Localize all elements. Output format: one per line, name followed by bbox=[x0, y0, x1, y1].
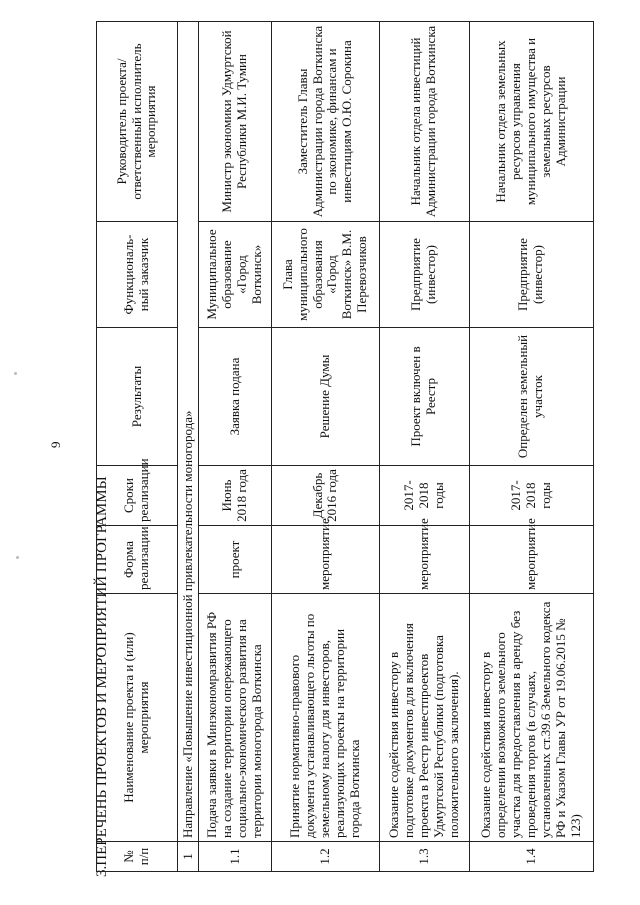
header-terms: Сроки реализации bbox=[97, 466, 178, 526]
projects-table bbox=[96, 21, 594, 872]
table-row bbox=[469, 22, 593, 872]
section-title: 3.ПЕРЕЧЕНЬ ПРОЕКТОВ И МЕРОПРИЯТИЙ ПРОГРАММЫ bbox=[94, 476, 110, 877]
row-num: 1.4 bbox=[469, 842, 593, 872]
row-customer: Муниципальное образование «Город Воткинск» bbox=[199, 222, 272, 328]
row-customer: Глава муниципального образования «Город Воткинск» В.М. Перевозчиков bbox=[272, 222, 379, 328]
row-terms: Июнь 2018 года bbox=[199, 466, 272, 526]
row-customer: Предприятие (инвестор) bbox=[379, 222, 469, 328]
row-num: 1.1 bbox=[199, 842, 272, 872]
row-results: Решение Думы bbox=[272, 328, 379, 466]
row-customer: Предприятие (инвестор) bbox=[469, 222, 593, 328]
row-terms: 2017-2018 годы bbox=[379, 466, 469, 526]
table-row bbox=[199, 22, 272, 872]
scan-speck bbox=[16, 556, 19, 559]
row-head: Начальник отдела инвестиций Администрации города Воткинска bbox=[379, 22, 469, 222]
header-head: Руководитель проекта/ ответственный исполнитель мероприятия bbox=[97, 22, 178, 222]
direction-text: Направление «Повышение инвестиционной привлекательности моногорода» bbox=[178, 22, 199, 842]
row-head: Министр экономики Удмуртской Республики М.И. Тумин bbox=[199, 22, 272, 222]
direction-row bbox=[178, 22, 199, 872]
header-customer: Функциональ-ный заказчик bbox=[97, 222, 178, 328]
row-name: Подача заявки в Минэкономразвития РФ на создание территории опережающего социально-экономического развития на территории моногорода Воткинска bbox=[199, 594, 272, 842]
row-num: 1.3 bbox=[379, 842, 469, 872]
row-num: 1.2 bbox=[272, 842, 379, 872]
row-form: проект bbox=[199, 526, 272, 594]
page-number: 9 bbox=[48, 441, 63, 448]
header-form: Форма реализации bbox=[97, 526, 178, 594]
header-name: Наименование проекта и (или) мероприятия bbox=[97, 594, 178, 842]
scan-speck bbox=[14, 372, 17, 375]
row-name: Оказание содействия инвестору в определении возможного земельного участка для предоставления в аренду без проведения торгов (в случаях, установленных ст.39.6 Земельного кодекса РФ и Указом Главы УР от 19.06.2015 № 123) bbox=[469, 594, 593, 842]
row-name: Оказание содействия инвестору в подготовке документов для включения проекта в Реестр инвестпроектов Удмуртской Республики (подготовка положительного заключения). bbox=[379, 594, 469, 842]
row-results: Заявка подана bbox=[199, 328, 272, 466]
table-header-row bbox=[97, 22, 178, 872]
row-results: Проект включен в Реестр bbox=[379, 328, 469, 466]
direction-num: 1 bbox=[178, 842, 199, 872]
row-head: Начальник отдела земельных ресурсов управления муниципального имущества и земельных ресурсов Администрации bbox=[469, 22, 593, 222]
rotated-table-container bbox=[96, 22, 594, 872]
header-results: Результаты bbox=[97, 328, 178, 466]
row-terms: Декабрь 2016 года bbox=[272, 466, 379, 526]
row-form: мероприятие bbox=[272, 526, 379, 594]
row-results: Определен земельный участок bbox=[469, 328, 593, 466]
row-terms: 2017-2018 годы bbox=[469, 466, 593, 526]
table-row bbox=[272, 22, 379, 872]
table-row bbox=[379, 22, 469, 872]
row-head: Заместитель Главы Администрации города Воткинска по экономике, финансам и инвестициям О.Ю. Сорокина bbox=[272, 22, 379, 222]
row-form: мероприятие bbox=[379, 526, 469, 594]
row-name: Принятие нормативно-правового документа устанавливающего льготы по земельному налогу для инвесторов, реализующих проекты на территории города Воткинска bbox=[272, 594, 379, 842]
header-num: № п/п bbox=[97, 842, 178, 872]
row-form: мероприятие bbox=[469, 526, 593, 594]
